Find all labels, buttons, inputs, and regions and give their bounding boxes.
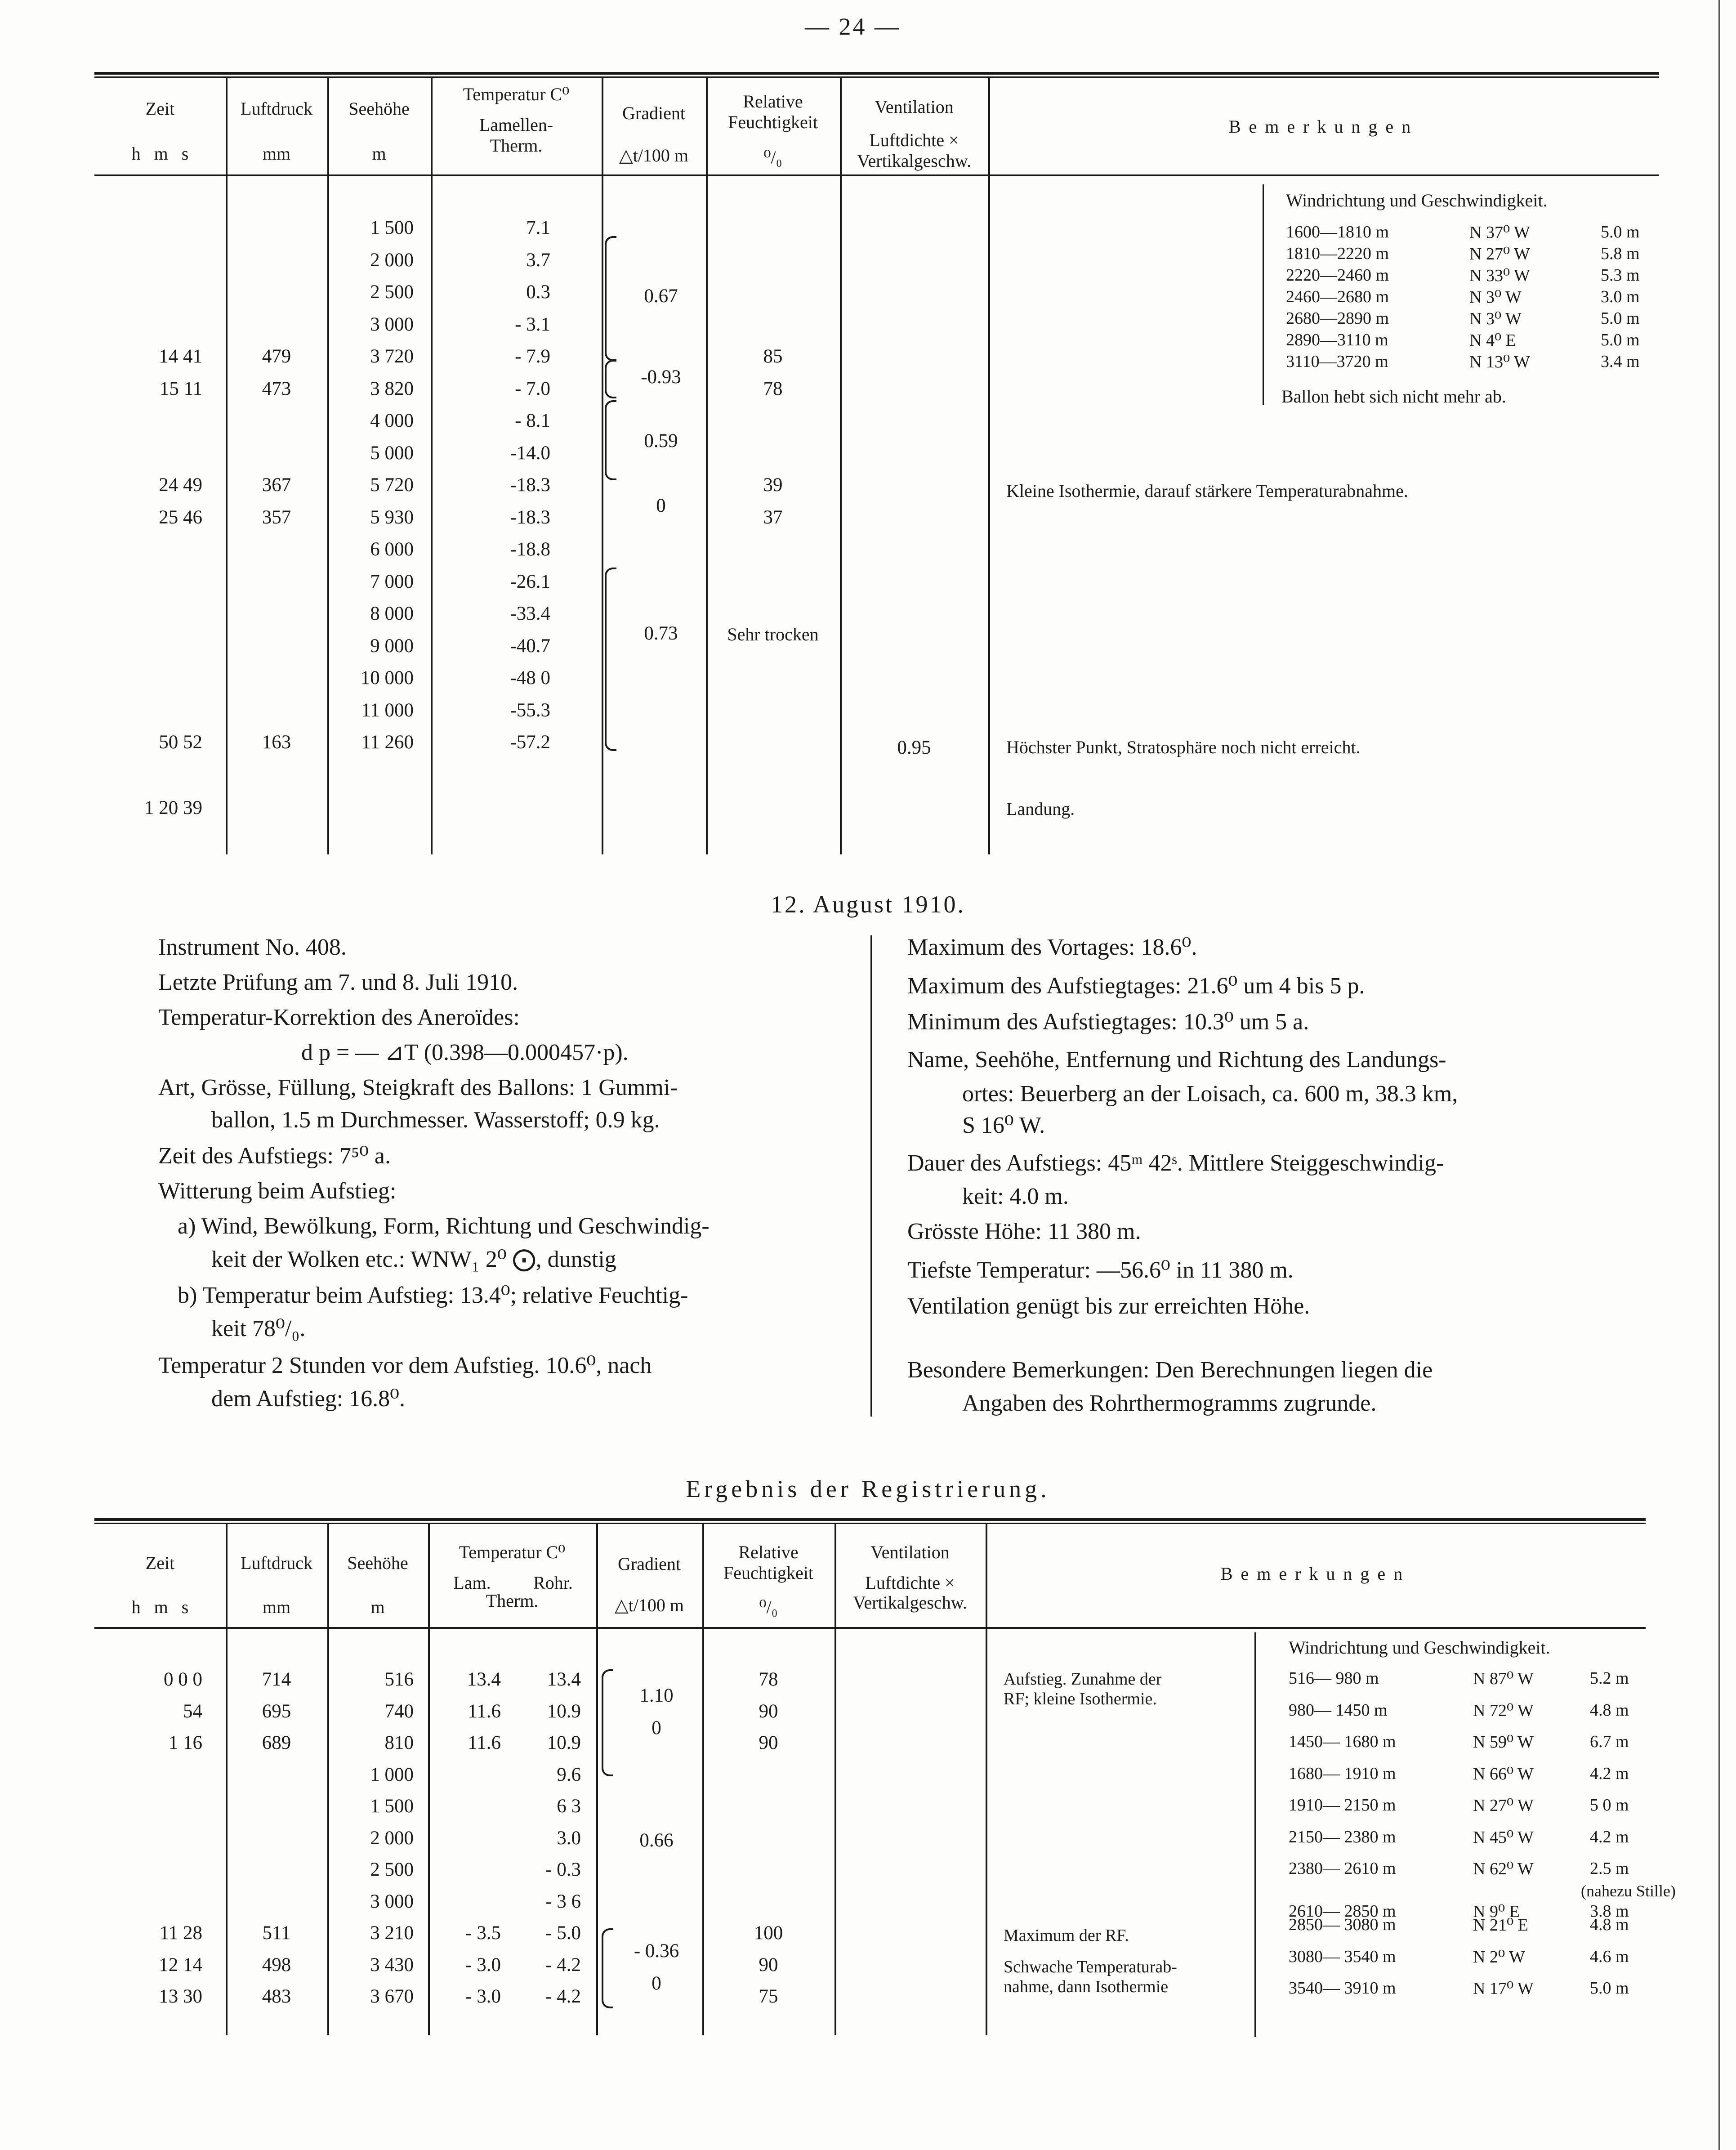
cell-temperatur: - 3.1 <box>515 313 550 335</box>
cell-temperatur: -40.7 <box>510 635 550 657</box>
wind-direction: N 62⁰ W <box>1473 1859 1534 1878</box>
cell-feuchtigkeit: 100 <box>754 1922 783 1944</box>
cell-lamellen: 11.6 <box>468 1732 501 1753</box>
note-hoechster-punkt: Höchster Punkt, Stratosphäre noch nicht erreicht. <box>1006 737 1361 757</box>
zeit-aufstieg: Zeit des Aufstiegs: 7⁵⁰ a. <box>158 1143 391 1169</box>
header-bemerkungen: Bemerkungen <box>1220 1564 1411 1584</box>
wind-direction: N 3⁰ W <box>1469 309 1522 328</box>
max-vortag: Maximum des Vortages: 18.6⁰. <box>907 934 1197 960</box>
page-number: — 24 — <box>805 13 901 40</box>
wind-speed: 5.0 m <box>1590 1979 1629 1998</box>
wind-speed: 5 0 m <box>1590 1796 1629 1815</box>
wind-direction: N 37⁰ W <box>1469 223 1530 242</box>
cell-rohr: - 4.2 <box>545 1986 581 2007</box>
note-maximum-rf: Maximum der RF. <box>1004 1926 1129 1945</box>
cell-seehoehe: 5 930 <box>370 506 414 528</box>
cell-seehoehe: 1 500 <box>370 217 414 238</box>
letzte-pruefung: Letzte Prüfung am 7. und 8. Juli 1910. <box>158 970 518 995</box>
wind-range: 1450— 1680 m <box>1289 1732 1396 1751</box>
wind-range: 3540— 3910 m <box>1289 1979 1396 1998</box>
cell-feuchtigkeit: 90 <box>759 1700 778 1722</box>
gradient-value: 0.73 <box>644 623 678 644</box>
header-luftdruck: Luftdruck <box>241 98 312 119</box>
dauer-aufstieg: Dauer des Aufstiegs: 45ᵐ 42ˢ. Mittlere Steiggeschwindig- <box>907 1150 1444 1176</box>
instrument: Instrument No. 408. <box>158 934 347 960</box>
cell-temperatur: 3.7 <box>526 249 550 271</box>
cell-lamellen: - 3.0 <box>465 1954 501 1976</box>
header-seehoehe: Seehöhe <box>348 98 410 119</box>
temperatur-stunden: Temperatur 2 Stunden vor dem Aufstieg. 10.6⁰, nach <box>158 1353 652 1378</box>
wind-direction: N 3⁰ W <box>1469 288 1522 307</box>
cell-rohr: - 0.3 <box>545 1859 581 1880</box>
wind-direction: N 87⁰ W <box>1473 1669 1534 1688</box>
wind-speed: 5.2 m <box>1590 1669 1629 1688</box>
cell-temperatur: -33.4 <box>510 603 550 624</box>
wind-speed: 3.8 m <box>1590 1901 1629 1921</box>
cell-rohr: 6 3 <box>557 1796 581 1817</box>
wind-direction: N 66⁰ W <box>1473 1764 1534 1783</box>
cell-feuchtigkeit: 85 <box>763 346 783 367</box>
wind-range: 2380— 2610 m <box>1289 1859 1396 1878</box>
wind-range: 1680— 1910 m <box>1289 1764 1396 1783</box>
wind-direction: N 72⁰ W <box>1473 1701 1534 1720</box>
wind-speed: 4.2 m <box>1590 1764 1629 1783</box>
cell-lamellen: 11.6 <box>468 1700 501 1722</box>
cell-luftdruck: 357 <box>262 506 291 528</box>
cell-seehoehe: 1 000 <box>370 1764 414 1785</box>
cell-seehoehe: 2 500 <box>370 282 414 303</box>
wind-direction: N 21⁰ E <box>1473 1916 1528 1935</box>
wind-speed: 5.0 m <box>1601 309 1640 328</box>
cell-lamellen: - 3.0 <box>465 1986 501 2007</box>
cell-temperatur: - 8.1 <box>515 410 550 431</box>
cell-seehoehe: 4 000 <box>370 410 414 431</box>
cell-seehoehe: 8 000 <box>370 603 414 624</box>
cell-lamellen: - 3.5 <box>465 1922 501 1944</box>
wind-direction: N 59⁰ W <box>1473 1733 1534 1752</box>
header-gradient: Gradient <box>618 1554 681 1574</box>
table-1-top-rule <box>94 72 1659 75</box>
cell-feuchtigkeit: 39 <box>763 474 783 496</box>
wind-range: 2890—3110 m <box>1286 331 1388 349</box>
cell-zeit: 25 46 <box>159 506 202 528</box>
wind-speed: 6.7 m <box>1590 1732 1629 1751</box>
cell-seehoehe: 5 000 <box>370 442 414 464</box>
cell-temperatur: 0.3 <box>526 282 550 303</box>
gradient-value: 0.59 <box>644 430 678 451</box>
gradient-value: 0.66 <box>639 1830 674 1851</box>
cell-seehoehe: 3 210 <box>370 1922 414 1944</box>
wind-range: 3080— 3540 m <box>1289 1947 1396 1966</box>
gradient-value: 0.67 <box>644 286 678 307</box>
wind-range: 2220—2460 m <box>1286 266 1389 285</box>
cell-seehoehe: 3 720 <box>370 346 414 367</box>
cell-zeit: 14 41 <box>159 346 202 367</box>
cell-temperatur: -57.2 <box>510 732 550 753</box>
cell-temperatur: - 7.9 <box>515 346 550 367</box>
gradient-value: - 0.36 <box>634 1940 679 1962</box>
header-temperatur: Temperatur C⁰ <box>463 84 570 104</box>
cell-seehoehe: 2 000 <box>370 249 414 271</box>
cell-luftdruck: 714 <box>262 1669 291 1690</box>
cell-seehoehe: 7 000 <box>370 571 414 592</box>
cell-luftdruck: 479 <box>262 346 291 367</box>
note-aufstieg: Aufstieg. Zunahme der <box>1004 1670 1162 1689</box>
cell-zeit: 50 52 <box>159 732 202 753</box>
wind-speed: 2.5 m <box>1590 1859 1629 1878</box>
header-temperatur: Temperatur C⁰ <box>459 1542 566 1562</box>
wind-direction: N 27⁰ W <box>1469 245 1530 264</box>
formula: d p = — ⊿T (0.398—0.000457·p). <box>301 1040 629 1065</box>
wind-speed: 5.3 m <box>1601 266 1640 285</box>
cell-temperatur: -18.3 <box>510 474 550 496</box>
header-bemerkungen: Bemerkungen <box>1228 116 1419 137</box>
cell-seehoehe: 3 000 <box>370 313 414 335</box>
cell-rohr: - 5.0 <box>545 1922 581 1944</box>
wind-direction: N 13⁰ W <box>1469 353 1530 371</box>
header-seehoehe: Seehöhe <box>347 1553 408 1573</box>
cell-feuchtigkeit: 90 <box>759 1954 778 1976</box>
cell-seehoehe: 9 000 <box>370 635 414 657</box>
wind-range: 516— 980 m <box>1289 1669 1379 1688</box>
cell-rohr: 10.9 <box>547 1732 581 1753</box>
cell-temperatur: - 7.0 <box>515 378 550 399</box>
cell-temperatur: -18.3 <box>510 506 550 528</box>
wind-title: Windrichtung und Geschwindigkeit. <box>1286 190 1548 210</box>
cell-feuchtigkeit: 90 <box>759 1732 778 1753</box>
cell-seehoehe: 1 500 <box>370 1796 414 1817</box>
cell-rohr: - 4.2 <box>545 1954 581 1976</box>
note-schwache-abnahme: Schwache Temperaturab- <box>1004 1958 1177 1976</box>
wind-speed: 5.8 m <box>1601 244 1640 263</box>
table-2-top-rule <box>94 1518 1646 1521</box>
note-isothermie: Kleine Isothermie, darauf stärkere Temperaturabnahme. <box>1006 481 1408 501</box>
cell-rohr: - 3 6 <box>545 1891 581 1912</box>
cell-seehoehe: 3 430 <box>370 1954 414 1976</box>
cell-luftdruck: 511 <box>262 1922 291 1944</box>
ventilation-value: 0.95 <box>897 737 931 758</box>
gradient-value: 0 <box>652 1717 661 1739</box>
cell-zeit: 1 16 <box>168 1732 202 1753</box>
cell-zeit: 12 14 <box>159 1954 202 1976</box>
scan-edge <box>1718 0 1720 2150</box>
cell-luftdruck: 483 <box>262 1986 291 2007</box>
gradient-value: 1.10 <box>639 1685 674 1706</box>
header-zeit: Zeit <box>145 98 175 119</box>
table-2-title: Ergebnis der Registrierung. <box>686 1475 1050 1502</box>
cell-feuchtigkeit: 78 <box>763 378 783 399</box>
cell-rohr: 13.4 <box>547 1669 581 1690</box>
wind-direction: N 33⁰ W <box>1469 266 1530 285</box>
cell-seehoehe: 3 820 <box>370 378 414 399</box>
header-ventilation: Ventilation <box>875 97 954 117</box>
groesste-hoehe: Grösste Höhe: 11 380 m. <box>907 1219 1141 1244</box>
cell-seehoehe: 11 260 <box>361 732 414 753</box>
cell-luftdruck: 473 <box>262 378 291 399</box>
cell-temperatur: -55.3 <box>510 699 550 721</box>
witterung-a: a) Wind, Bewölkung, Form, Richtung und Geschwindig- <box>178 1213 710 1239</box>
column-divider <box>870 935 872 1417</box>
cell-zeit: 1 20 39 <box>144 797 202 818</box>
cell-luftdruck: 695 <box>262 1700 291 1722</box>
cell-temperatur: -18.8 <box>510 539 550 560</box>
wind-range: 3110—3720 m <box>1286 352 1388 371</box>
wind-range: 2150— 2380 m <box>1289 1827 1396 1846</box>
wind-range: 980— 1450 m <box>1289 1700 1388 1720</box>
header-luftdruck: Luftdruck <box>241 1553 312 1573</box>
cell-rohr: 9.6 <box>557 1764 581 1785</box>
wind-range: 2610— 2850 m <box>1289 1901 1396 1921</box>
cell-temperatur: -26.1 <box>510 571 550 592</box>
cell-temperatur: -48 0 <box>510 667 550 688</box>
wind-range: 1600—1810 m <box>1286 223 1389 241</box>
nahezu-stille: (nahezu Stille) <box>1581 1882 1676 1900</box>
ballon-art: Art, Grösse, Füllung, Steigkraft des Ballons: 1 Gummi- <box>158 1075 678 1100</box>
wind-direction: N 17⁰ W <box>1473 1979 1534 1998</box>
cell-seehoehe: 5 720 <box>370 474 414 496</box>
cell-luftdruck: 498 <box>262 1954 291 1976</box>
wind-speed: 4.8 m <box>1590 1700 1629 1720</box>
wind-range: 1910— 2150 m <box>1289 1796 1396 1815</box>
cell-luftdruck: 367 <box>262 474 291 496</box>
gradient-value: 0 <box>656 495 666 516</box>
wind-range: 1810—2220 m <box>1286 244 1389 263</box>
temperatur-korrektion: Temperatur-Korrektion des Aneroïdes: <box>158 1005 520 1030</box>
ascent-date: 12. August 1910. <box>770 891 966 918</box>
header-relative-feuchtigkeit: Relative <box>743 91 803 112</box>
cell-rohr: 3.0 <box>557 1827 581 1849</box>
header-relative-feuchtigkeit: Relative <box>738 1542 799 1562</box>
wind-title: Windrichtung und Geschwindigkeit. <box>1289 1637 1550 1658</box>
wind-speed: 3.4 m <box>1601 352 1640 371</box>
cell-seehoehe: 3 000 <box>370 1891 414 1912</box>
wind-direction: N 2⁰ W <box>1473 1947 1525 1967</box>
cell-zeit: 13 30 <box>159 1986 202 2007</box>
cell-temperatur: -14.0 <box>510 442 550 464</box>
cell-zeit: 0 0 0 <box>164 1669 202 1690</box>
wind-speed: 5.0 m <box>1601 331 1640 349</box>
landungsort: Name, Seehöhe, Entfernung und Richtung des Landungs- <box>907 1047 1446 1073</box>
cell-seehoehe: 2 500 <box>370 1859 414 1880</box>
witterung: Witterung beim Aufstieg: <box>158 1178 397 1204</box>
cell-feuchtigkeit: 75 <box>759 1986 778 2007</box>
max-aufstiegtag: Maximum des Aufstiegtages: 21.6⁰ um 4 bis 5 p. <box>907 973 1365 999</box>
wind-range: 2460—2680 m <box>1286 287 1389 306</box>
cell-seehoehe: 11 000 <box>361 699 414 721</box>
gradient-value: 0 <box>652 1973 661 1994</box>
tiefste-temperatur: Tiefste Temperatur: —56.6⁰ in 11 380 m. <box>907 1257 1294 1283</box>
cell-zeit: 15 11 <box>159 378 202 399</box>
wind-speed: 4.6 m <box>1590 1947 1629 1966</box>
header-gradient: Gradient <box>622 103 685 123</box>
cell-zeit: 54 <box>183 1700 202 1722</box>
sehr-trocken: Sehr trocken <box>727 624 819 644</box>
cell-feuchtigkeit: 37 <box>763 506 783 528</box>
note-landung: Landung. <box>1006 799 1075 819</box>
wind-range: 2680—2890 m <box>1286 309 1389 328</box>
wind-direction: N 4⁰ E <box>1469 331 1516 350</box>
cell-seehoehe: 516 <box>384 1669 414 1690</box>
wind-range: 2850— 3080 m <box>1289 1915 1396 1934</box>
wind-speed: 4.8 m <box>1590 1915 1629 1934</box>
ballon-note: Ballon hebt sich nicht mehr ab. <box>1281 386 1506 407</box>
cell-seehoehe: 2 000 <box>370 1827 414 1849</box>
cell-zeit: 11 28 <box>159 1922 202 1944</box>
wind-speed: 5.0 m <box>1601 223 1640 241</box>
besondere-bemerkungen: Besondere Bemerkungen: Den Berechnungen liegen die <box>907 1357 1433 1383</box>
header-zeit: Zeit <box>145 1553 175 1573</box>
cell-feuchtigkeit: 78 <box>759 1669 778 1690</box>
wind-speed: 3.0 m <box>1601 287 1640 306</box>
cell-rohr: 10.9 <box>547 1700 581 1722</box>
wind-direction: N 27⁰ W <box>1473 1796 1534 1815</box>
cell-luftdruck: 163 <box>262 732 291 753</box>
table-1-header-rule <box>94 174 1659 176</box>
witterung-b: b) Temperatur beim Aufstieg: 13.4⁰; relative Feuchtig- <box>178 1283 688 1308</box>
cell-seehoehe: 6 000 <box>370 539 414 560</box>
min-aufstiegtag: Minimum des Aufstiegtages: 10.3⁰ um 5 a. <box>907 1009 1309 1035</box>
cell-temperatur: 7.1 <box>526 217 550 238</box>
cell-seehoehe: 810 <box>384 1732 414 1753</box>
cell-lamellen: 13.4 <box>467 1669 501 1690</box>
cell-seehoehe: 3 670 <box>370 1986 414 2007</box>
cell-seehoehe: 10 000 <box>360 667 414 688</box>
wind-direction: N 9⁰ E <box>1473 1902 1520 1921</box>
ventilation-note: Ventilation genügt bis zur erreichten Höhe. <box>907 1293 1310 1319</box>
cell-luftdruck: 689 <box>262 1732 291 1753</box>
gradient-value: -0.93 <box>641 367 681 388</box>
cell-zeit: 24 49 <box>159 474 202 496</box>
cell-seehoehe: 740 <box>384 1700 414 1722</box>
wind-direction: N 45⁰ W <box>1473 1828 1534 1847</box>
wind-speed: 4.2 m <box>1590 1827 1629 1846</box>
header-ventilation: Ventilation <box>870 1542 950 1562</box>
